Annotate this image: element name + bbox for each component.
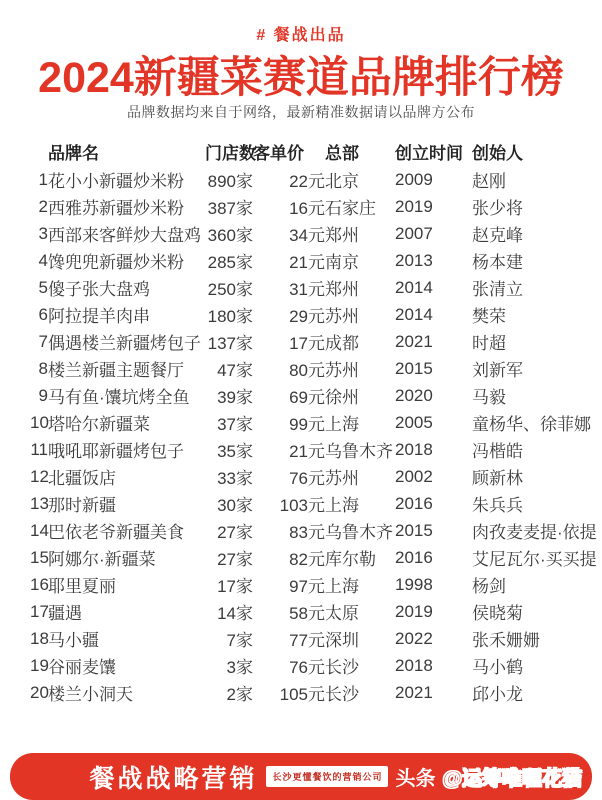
table-row — [30, 382, 575, 409]
rank-cell: 3 — [38, 223, 48, 243]
founded-cell: 2019 — [395, 601, 433, 621]
table-row — [30, 409, 575, 436]
table-row — [30, 544, 575, 571]
founder-cell: 艾尼瓦尔·买买提 — [472, 550, 597, 569]
brand-cell: 偶遇楼兰新疆烤包子 — [48, 334, 201, 353]
price-cell: 31元 — [289, 280, 325, 299]
table-row — [30, 436, 575, 463]
price-cell: 22元 — [289, 172, 325, 191]
stores-cell: 30家 — [217, 496, 253, 515]
stores-cell: 250家 — [207, 280, 253, 299]
rank-cell: 7 — [38, 331, 48, 351]
rank-cell: 10 — [30, 412, 49, 432]
hq-cell: 南京 — [325, 253, 359, 272]
hq-cell: 上海 — [325, 415, 359, 434]
brand-cell: 那时新疆 — [48, 496, 116, 515]
hq-cell: 石家庄 — [325, 199, 376, 218]
header-hq: 总部 — [325, 143, 359, 163]
price-cell: 29元 — [289, 307, 325, 326]
founded-cell: 2009 — [395, 169, 433, 189]
founder-cell: 童杨华、徐菲娜 — [472, 415, 591, 434]
rank-cell: 5 — [38, 277, 48, 297]
stores-cell: 37家 — [217, 415, 253, 434]
hq-cell: 深圳 — [325, 631, 359, 650]
hq-cell: 乌鲁木齐 — [325, 523, 393, 542]
stores-cell: 285家 — [207, 253, 253, 272]
rank-cell: 8 — [38, 358, 48, 378]
stores-cell: 39家 — [217, 388, 253, 407]
brand-cell: 塔哈尔新疆菜 — [48, 415, 150, 434]
stores-cell: 180家 — [207, 307, 253, 326]
table-row — [30, 355, 575, 382]
founded-cell: 2013 — [395, 250, 433, 270]
founder-cell: 肉孜麦麦提·依提 — [472, 523, 597, 542]
hq-cell: 上海 — [325, 496, 359, 515]
author-handle: @运筹唯喔花猫 — [442, 768, 582, 790]
price-cell: 103元 — [279, 496, 325, 515]
stores-cell: 7家 — [226, 631, 253, 650]
stores-cell: 35家 — [217, 442, 253, 461]
stores-cell: 3家 — [226, 658, 253, 677]
stores-cell: 360家 — [207, 226, 253, 245]
hq-cell: 苏州 — [325, 361, 359, 380]
founded-cell: 1998 — [395, 574, 433, 594]
table-row — [30, 274, 575, 301]
table-header-row — [30, 136, 575, 166]
stores-cell: 387家 — [207, 199, 253, 218]
header-price: 客单价 — [253, 143, 304, 163]
founded-cell: 2021 — [395, 331, 433, 351]
hq-cell: 乌鲁木齐 — [325, 442, 393, 461]
brand-cell: 西部来客鲜炒大盘鸡 — [48, 226, 201, 245]
founded-cell: 2002 — [395, 466, 433, 486]
price-cell: 58元 — [289, 604, 325, 623]
brand-cell: 阿拉提羊肉串 — [48, 307, 150, 326]
brand-cell: 巴依老爷新疆美食 — [48, 523, 184, 542]
table-row — [30, 490, 575, 517]
brand-cell: 哦吼耶新疆烤包子 — [48, 442, 184, 461]
founded-cell: 2015 — [395, 520, 433, 540]
brand-cell: 阿娜尔·新疆菜 — [48, 550, 156, 569]
rank-cell: 6 — [38, 304, 48, 324]
brand-cell: 楼兰小洞天 — [48, 685, 133, 704]
table-row — [30, 301, 575, 328]
table-row — [30, 625, 575, 652]
brand-cell: 北疆饭店 — [48, 469, 116, 488]
stores-cell: 137家 — [207, 334, 253, 353]
brand-cell: 西雅苏新疆炒米粉 — [48, 199, 184, 218]
founded-cell: 2018 — [395, 655, 433, 675]
rank-cell: 19 — [30, 655, 49, 675]
price-cell: 80元 — [289, 361, 325, 380]
price-cell: 105元 — [279, 685, 325, 704]
founded-cell: 2014 — [395, 277, 433, 297]
hq-cell: 长沙 — [325, 685, 359, 704]
rank-cell: 16 — [30, 574, 49, 594]
founded-cell: 2022 — [395, 628, 433, 648]
table-row — [30, 679, 575, 706]
table-row — [30, 328, 575, 355]
hq-cell: 郑州 — [325, 226, 359, 245]
founded-cell: 2018 — [395, 439, 433, 459]
founder-cell: 马毅 — [472, 388, 506, 407]
table-row — [30, 598, 575, 625]
table-row — [30, 571, 575, 598]
rank-cell: 2 — [38, 196, 48, 216]
founder-cell: 侯晓菊 — [472, 604, 523, 623]
founder-cell: 朱兵兵 — [472, 496, 523, 515]
header-founder: 创始人 — [472, 143, 523, 163]
hq-cell: 库尔勒 — [325, 550, 376, 569]
stores-cell: 27家 — [217, 523, 253, 542]
page-title: 2024新疆菜赛道品牌排行榜 — [38, 54, 564, 102]
stores-cell: 2家 — [226, 685, 253, 704]
rank-cell: 17 — [30, 601, 49, 621]
hq-cell: 长沙 — [325, 658, 359, 677]
price-cell: 76元 — [289, 658, 325, 677]
founded-cell: 2007 — [395, 223, 433, 243]
brand-cell: 花小小新疆炒米粉 — [48, 172, 184, 191]
brand-cell: 馋兜兜新疆炒米粉 — [48, 253, 184, 272]
founded-cell: 2016 — [395, 493, 433, 513]
rank-cell: 4 — [38, 250, 48, 270]
price-cell: 99元 — [289, 415, 325, 434]
stores-cell: 890家 — [207, 172, 253, 191]
rank-cell: 15 — [30, 547, 49, 567]
founder-cell: 张清立 — [472, 280, 523, 299]
brand-cell: 马有鱼·馕坑烤全鱼 — [48, 388, 190, 407]
hq-cell: 成都 — [325, 334, 359, 353]
brand-ranking-table — [30, 136, 597, 706]
data-disclaimer: 品牌数据均来自于网络，最新精准数据请以品牌方公布 — [127, 104, 475, 120]
price-cell: 17元 — [289, 334, 325, 353]
price-cell: 97元 — [289, 577, 325, 596]
price-cell: 69元 — [289, 388, 325, 407]
founder-cell: 马小鹤 — [472, 658, 523, 677]
founder-cell: 张禾姗姗 — [472, 631, 540, 650]
table-row — [30, 463, 575, 490]
rank-cell: 20 — [30, 682, 49, 702]
footer-company-tagline: 长沙更懂餐饮的营销公司 — [266, 766, 388, 787]
founded-cell: 2019 — [395, 196, 433, 216]
table-row — [30, 220, 575, 247]
founder-cell: 张少将 — [472, 199, 523, 218]
footer-logo-text: 餐战战略营销 — [89, 764, 258, 793]
founded-cell: 2020 — [395, 385, 433, 405]
brand-cell: 谷丽麦馕 — [48, 658, 116, 677]
stores-cell: 17家 — [217, 577, 253, 596]
price-cell: 82元 — [289, 550, 325, 569]
brand-cell: 马小疆 — [48, 631, 99, 650]
price-cell: 34元 — [289, 226, 325, 245]
stores-cell: 33家 — [217, 469, 253, 488]
header-founded: 创立时间 — [395, 143, 463, 163]
rank-cell: 11 — [30, 439, 48, 459]
rank-cell: 14 — [30, 520, 49, 540]
price-cell: 77元 — [289, 631, 325, 650]
hq-cell: 郑州 — [325, 280, 359, 299]
founded-cell: 2015 — [395, 358, 433, 378]
table-row — [30, 652, 575, 679]
founder-cell: 冯楷皓 — [472, 442, 523, 461]
hq-cell: 上海 — [325, 577, 359, 596]
header-stores: 门店数 — [205, 143, 256, 163]
founder-cell: 赵克峰 — [472, 226, 523, 245]
founder-cell: 樊荣 — [472, 307, 506, 326]
founder-cell: 赵刚 — [472, 172, 506, 191]
rank-cell: 18 — [30, 628, 49, 648]
header-brand: 品牌名 — [48, 143, 99, 163]
price-cell: 76元 — [289, 469, 325, 488]
hq-cell: 太原 — [325, 604, 359, 623]
hq-cell: 苏州 — [325, 469, 359, 488]
footer-banner — [10, 753, 592, 800]
toutiao-watermark-label: 头条 — [395, 768, 436, 790]
founded-cell: 2005 — [395, 412, 433, 432]
founded-cell: 2021 — [395, 682, 433, 702]
brand-cell: 疆遇 — [48, 604, 82, 623]
rank-cell: 12 — [30, 466, 49, 486]
rank-cell: 9 — [38, 385, 48, 405]
hq-cell: 北京 — [325, 172, 359, 191]
hq-cell: 徐州 — [325, 388, 359, 407]
rank-cell: 1 — [38, 169, 48, 189]
price-cell: 16元 — [289, 199, 325, 218]
price-cell: 21元 — [289, 253, 325, 272]
brand-cell: 耶里夏丽 — [48, 577, 116, 596]
table-row — [30, 517, 575, 544]
table-row — [30, 193, 575, 220]
founder-cell: 杨剑 — [472, 577, 506, 596]
header-rank — [30, 136, 48, 166]
founder-cell: 刘新军 — [472, 361, 523, 380]
founded-cell: 2014 — [395, 304, 433, 324]
publisher-tagline: # 餐战出品 — [256, 27, 346, 44]
founder-cell: 杨本建 — [472, 253, 523, 272]
brand-cell: 楼兰新疆主题餐厅 — [48, 361, 184, 380]
brand-cell: 傻子张大盘鸡 — [48, 280, 150, 299]
stores-cell: 14家 — [217, 604, 253, 623]
table-row — [30, 247, 575, 274]
table-row — [30, 166, 575, 193]
stores-cell: 27家 — [217, 550, 253, 569]
founder-cell: 时超 — [472, 334, 506, 353]
hq-cell: 苏州 — [325, 307, 359, 326]
founder-cell: 顾新林 — [472, 469, 523, 488]
rank-cell: 13 — [30, 493, 49, 513]
founder-cell: 邱小龙 — [472, 685, 523, 704]
price-cell: 21元 — [289, 442, 325, 461]
stores-cell: 47家 — [217, 361, 253, 380]
founded-cell: 2016 — [395, 547, 433, 567]
price-cell: 83元 — [289, 523, 325, 542]
